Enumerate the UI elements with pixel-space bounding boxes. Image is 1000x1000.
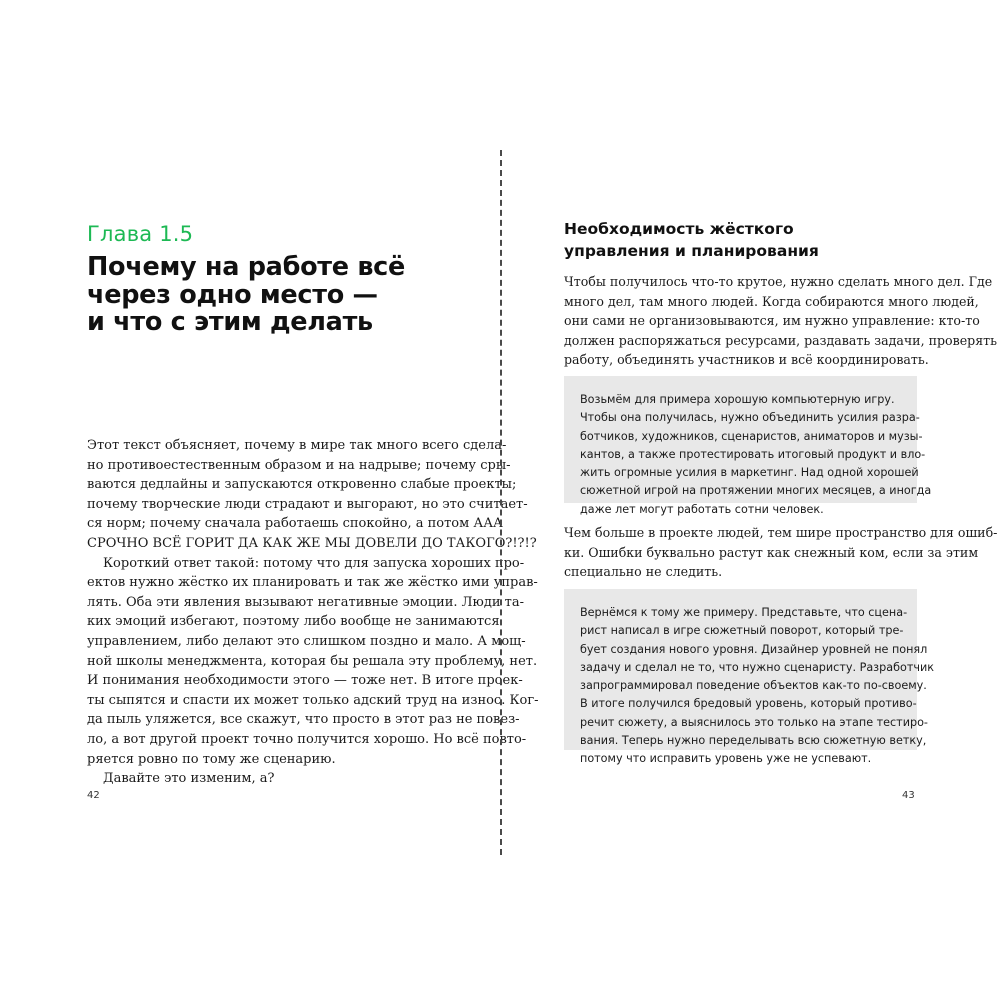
text-line: но противоестественным образом и на надрыве; почему сры- [87, 457, 511, 473]
chapter-title-line: Почему на работе всё [87, 252, 405, 282]
text-line: задачу и сделал не то, что нужно сценаристу. Разработчик [580, 660, 934, 674]
page-number-right: 43 [902, 790, 915, 801]
text-line: специально не следить. [564, 564, 723, 579]
text-line: Короткий ответ такой: потому что для запуска хороших про- [103, 555, 525, 571]
text-line: жить огромные усилия в маркетинг. Над одной хорошей [580, 466, 919, 480]
text-line: почему творческие люди страдают и выгорают, но это считает- [87, 496, 528, 512]
text-line: ки. Ошибки буквально растут как снежный ком, если за этим [564, 544, 979, 560]
paragraph-errors [564, 523, 998, 582]
text-line: управлением, либо делают это слишком поздно и мало. А мощ- [87, 633, 526, 649]
chapter-title [87, 252, 405, 337]
text-line: лять. Оба эти явления вызывают негативные эмоции. Люди та- [87, 594, 524, 610]
text-line: Чем больше в проекте людей, тем шире пространство для ошиб- [564, 525, 998, 540]
page-number-left: 42 [87, 790, 100, 801]
text-line: ло, а вот другой проект точно получится хорошо. Но всё повто- [87, 731, 527, 747]
text-line: Давайте это изменим, а? [103, 771, 275, 787]
left-body-text [87, 436, 539, 789]
text-line: ты сыпятся и спасти их может только адский труд на износ. Ког- [87, 692, 539, 708]
page-gutter-divider [500, 150, 502, 855]
text-line: речит сюжету, а выяснилось это только на этапе тестиро- [580, 715, 928, 729]
chapter-title-line: и что с этим делать [87, 307, 373, 337]
paragraph-short-answer [87, 554, 539, 770]
text-line: ной школы менеджмента, которая бы решала эту проблему, нет. [87, 653, 538, 669]
text-line: И понимания необходимости этого — тоже нет. В итоге проек- [87, 673, 523, 689]
text-line: много дел, там много людей. Когда собираются много людей, [564, 293, 979, 309]
section-title [564, 218, 924, 262]
example-box-level [564, 589, 934, 766]
text-line: они сами не организовываются, им нужно управление: кто-то [564, 313, 980, 328]
section-title-line: Необходимость жёсткого [564, 220, 794, 238]
text-line: вания. Теперь нужно переделывать всю сюжетную ветку, [580, 734, 927, 748]
text-line: кантов, а также протестировать итоговый продукт и вло- [580, 447, 926, 461]
text-line: Чтобы она получилась, нужно объединить усилия разра- [580, 411, 920, 425]
text-line: даже лет могут работать сотни человек. [580, 502, 824, 516]
paragraph-intro [87, 436, 537, 554]
text-line: бует создания нового уровня. Дизайнер уровней не понял [580, 642, 928, 656]
chapter-label: Глава 1.5 [87, 222, 194, 246]
text-line: да пыль уляжется, все скажут, что просто в этот раз не повез- [87, 712, 520, 728]
text-line: Чтобы получилось что-то крутое, нужно сделать много дел. Где [564, 274, 993, 289]
section-title-line: управления и планирования [564, 242, 819, 260]
text-line: СРОЧНО ВСЁ ГОРИТ ДА КАК ЖЕ МЫ ДОВЕЛИ ДО ТАКОГО?!?!? [87, 535, 537, 551]
text-line: Возьмём для примера хорошую компьютерную игру. [580, 393, 895, 406]
text-line: ряется ровно по тому же сценарию. [87, 751, 336, 767]
text-line: ектов нужно жёстко их планировать и так же жёстко ими управ- [87, 575, 538, 591]
text-line: Вернёмся к тому же примеру. Представьте, что сцена- [580, 606, 908, 619]
text-line: должен распоряжаться ресурсами, раздавать задачи, проверять [564, 332, 997, 348]
paragraph-management [564, 272, 997, 370]
text-line: ких эмоций избегают, поэтому либо вообще не занимаются [87, 614, 500, 630]
chapter-title-line: через одно место — [87, 279, 378, 310]
text-line: В итоге получился бредовый уровень, который противо- [580, 697, 917, 711]
text-line: ботчиков, художников, сценаристов, аниматоров и музы- [580, 429, 923, 443]
text-line: рист написал в игре сюжетный поворот, который тре- [580, 624, 904, 638]
text-line: запрограммировал поведение объектов как-то по-своему. [580, 679, 927, 693]
text-line: потому что исправить уровень уже не успевают. [580, 752, 872, 766]
text-line: Этот текст объясняет, почему в мире так много всего сдела- [87, 438, 507, 453]
paragraph-closing [87, 769, 441, 789]
text-line: работу, объединять участников и всё координировать. [564, 352, 929, 367]
text-line: сюжетной игрой на протяжении многих месяцев, а иногда [580, 484, 932, 498]
text-line: ся норм; почему сначала работаешь спокойно, а потом ААА [87, 516, 503, 532]
text-line: ваются дедлайны и запускаются откровенно слабые проекты; [87, 477, 517, 493]
example-box-game [564, 376, 932, 516]
